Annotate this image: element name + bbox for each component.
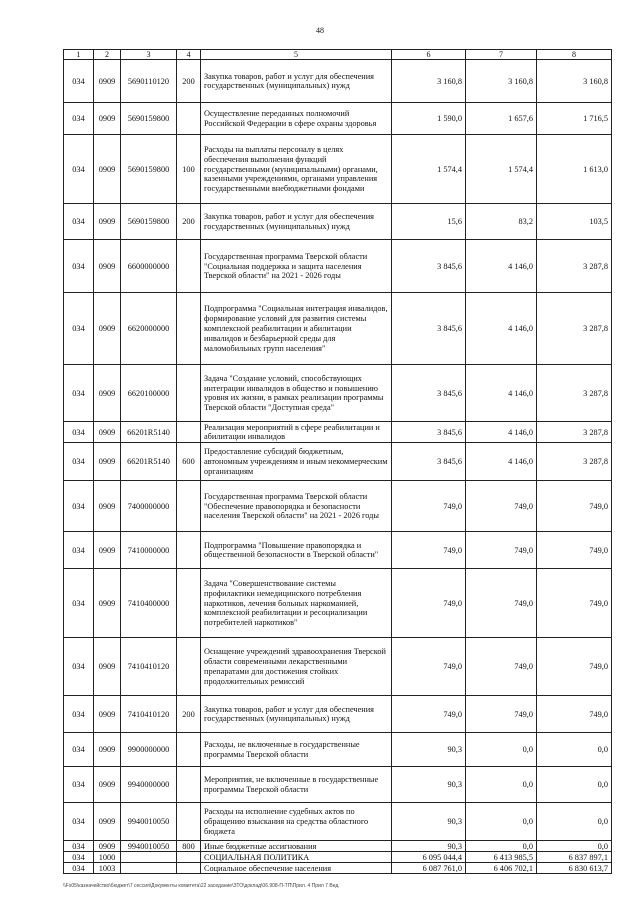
cell-amount-col7: 749,0 [466,696,537,733]
cell-section-code: 0909 [94,204,121,240]
cell-expense-type [177,481,201,532]
cell-target-article: 7410410120 [121,696,177,733]
cell-amount-col8: 1 613,0 [537,135,612,204]
cell-description: Социальное обеспечение населения [201,863,392,874]
cell-amount-col8: 103,5 [537,204,612,240]
page-number: 48 [316,26,324,35]
cell-amount-col6: 15,6 [392,204,466,240]
cell-target-article: 9940010050 [121,803,177,841]
cell-section-code: 0909 [94,841,121,852]
cell-department-code: 034 [64,696,94,733]
cell-amount-col8: 0,0 [537,767,612,803]
cell-amount-col8: 3 287,8 [537,240,612,293]
cell-department-code: 034 [64,103,94,135]
table-row [64,422,612,443]
cell-amount-col8: 1 716,5 [537,103,612,135]
cell-amount-col6: 90,3 [392,803,466,841]
table-row [64,204,612,240]
cell-amount-col6: 749,0 [392,638,466,696]
cell-amount-col6: 3 845,6 [392,365,466,422]
cell-amount-col7: 749,0 [466,569,537,638]
cell-expense-type [177,103,201,135]
cell-description: Закупка товаров, работ и услуг для обеспечения государственных (муниципальных) нужд [201,696,392,733]
cell-amount-col7: 1 574,4 [466,135,537,204]
cell-department-code: 034 [64,240,94,293]
cell-amount-col8: 749,0 [537,696,612,733]
cell-target-article: 9940010050 [121,841,177,852]
cell-expense-type: 200 [177,60,201,103]
cell-amount-col6: 3 845,6 [392,422,466,443]
table-row [64,863,612,874]
table-header-row [64,50,612,60]
cell-amount-col8: 6 830 613,7 [537,863,612,874]
cell-department-code: 034 [64,803,94,841]
table-row [64,240,612,293]
column-header: 3 [121,50,177,60]
cell-target-article: 5690159800 [121,103,177,135]
cell-amount-col6: 749,0 [392,569,466,638]
cell-description: Мероприятия, не включенные в государственные программы Тверской области [201,767,392,803]
cell-target-article: 5690110120 [121,60,177,103]
cell-section-code: 0909 [94,532,121,569]
cell-department-code: 034 [64,481,94,532]
cell-target-article: 7410400000 [121,569,177,638]
cell-department-code: 034 [64,365,94,422]
cell-amount-col6: 90,3 [392,767,466,803]
cell-amount-col8: 0,0 [537,733,612,767]
cell-amount-col7: 4 146,0 [466,443,537,481]
column-header: 2 [94,50,121,60]
cell-amount-col7: 0,0 [466,733,537,767]
cell-section-code: 0909 [94,135,121,204]
cell-amount-col7: 4 146,0 [466,240,537,293]
cell-target-article: 6620100000 [121,365,177,422]
cell-amount-col8: 3 287,8 [537,293,612,365]
cell-amount-col8: 0,0 [537,841,612,852]
cell-expense-type [177,240,201,293]
cell-expense-type [177,569,201,638]
cell-target-article: 7400000000 [121,481,177,532]
cell-description: Подпрограмма "Повышение правопорядка и общественной безопасности в Тверской области" [201,532,392,569]
cell-target-article: 9900000000 [121,733,177,767]
table-row [64,569,612,638]
cell-section-code: 0909 [94,569,121,638]
cell-description: Закупка товаров, работ и услуг для обеспечения государственных (муниципальных) нужд [201,204,392,240]
cell-description: Подпрограмма "Социальная интеграция инвалидов, формирование условий для развития системы комплексной реабилитации и абилитации инвалидов и безбарьерной среды для маломобильных групп населения" [201,293,392,365]
cell-section-code: 0909 [94,422,121,443]
cell-amount-col6: 3 160,8 [392,60,466,103]
cell-description: Расходы на исполнение судебных актов по обращению взыскания на средства областного бюджета [201,803,392,841]
cell-department-code: 034 [64,569,94,638]
cell-target-article: 5690159800 [121,204,177,240]
cell-department-code: 034 [64,638,94,696]
cell-department-code: 034 [64,532,94,569]
cell-amount-col7: 0,0 [466,841,537,852]
cell-description: Закупка товаров, работ и услуг для обеспечения государственных (муниципальных) нужд [201,60,392,103]
cell-expense-type [177,803,201,841]
cell-description: Иные бюджетные ассигнования [201,841,392,852]
cell-description: Осуществление переданных полномочий Российской Федерации в сфере охраны здоровья [201,103,392,135]
cell-expense-type: 800 [177,841,201,852]
table-row [64,852,612,863]
cell-amount-col7: 3 160,8 [466,60,537,103]
cell-section-code: 1000 [94,852,121,863]
cell-department-code: 034 [64,863,94,874]
cell-target-article [121,863,177,874]
cell-target-article: 66201R5140 [121,422,177,443]
table-row [64,733,612,767]
column-header: 1 [64,50,94,60]
table-row [64,696,612,733]
cell-expense-type [177,422,201,443]
cell-section-code: 0909 [94,103,121,135]
cell-section-code: 0909 [94,60,121,103]
table-row [64,767,612,803]
cell-amount-col6: 90,3 [392,841,466,852]
cell-amount-col7: 749,0 [466,638,537,696]
cell-section-code: 0909 [94,638,121,696]
cell-target-article [121,852,177,863]
cell-amount-col7: 4 146,0 [466,365,537,422]
cell-amount-col8: 749,0 [537,481,612,532]
table-row [64,638,612,696]
cell-amount-col7: 0,0 [466,767,537,803]
cell-target-article: 7410410120 [121,638,177,696]
cell-expense-type [177,293,201,365]
cell-department-code: 034 [64,204,94,240]
cell-amount-col6: 1 574,4 [392,135,466,204]
cell-amount-col6: 3 845,6 [392,443,466,481]
cell-target-article: 7410000000 [121,532,177,569]
cell-description: Оснащение учреждений здравоохранения Тверской области современными лекарственными препаратами для достижения стойких продолжительных ремиссий [201,638,392,696]
cell-amount-col7: 83,2 [466,204,537,240]
cell-amount-col6: 3 845,6 [392,293,466,365]
cell-amount-col7: 0,0 [466,803,537,841]
cell-description: Задача "Создание условий, способствующих интеграции инвалидов в общество и повышению уровня их жизни, в рамках реализации программы Тверской области "Доступная среда" [201,365,392,422]
cell-amount-col8: 3 287,8 [537,365,612,422]
cell-amount-col8: 3 287,8 [537,443,612,481]
table-row [64,481,612,532]
cell-section-code: 0909 [94,767,121,803]
cell-section-code: 0909 [94,293,121,365]
cell-amount-col6: 749,0 [392,532,466,569]
cell-amount-col7: 6 406 702,1 [466,863,537,874]
cell-amount-col7: 749,0 [466,532,537,569]
cell-expense-type: 100 [177,135,201,204]
column-header: 8 [537,50,612,60]
cell-section-code: 0909 [94,443,121,481]
column-header: 4 [177,50,201,60]
table-row [64,841,612,852]
cell-amount-col6: 749,0 [392,481,466,532]
footer-file-path: \\Fs05\казначейство\бюджет\7 сессия\Документы комитета\22 заседание\ЗТО\доклад\06.908-П-ТП\Прил. 4 Прил 7 Вед. [63,883,340,889]
cell-amount-col7: 749,0 [466,481,537,532]
cell-section-code: 0909 [94,365,121,422]
cell-department-code: 034 [64,841,94,852]
cell-department-code: 034 [64,135,94,204]
cell-description: Расходы, не включенные в государственные программы Тверской области [201,733,392,767]
column-header: 5 [201,50,392,60]
cell-amount-col8: 749,0 [537,638,612,696]
column-header: 6 [392,50,466,60]
cell-target-article: 9940000000 [121,767,177,803]
cell-department-code: 034 [64,443,94,481]
cell-amount-col7: 4 146,0 [466,293,537,365]
cell-expense-type: 600 [177,443,201,481]
cell-department-code: 034 [64,767,94,803]
cell-expense-type: 200 [177,696,201,733]
table-row [64,103,612,135]
cell-amount-col8: 3 160,8 [537,60,612,103]
cell-amount-col6: 749,0 [392,696,466,733]
cell-section-code: 0909 [94,481,121,532]
cell-expense-type [177,767,201,803]
cell-amount-col7: 6 413 985,5 [466,852,537,863]
cell-section-code: 0909 [94,803,121,841]
cell-amount-col8: 0,0 [537,803,612,841]
cell-expense-type [177,863,201,874]
cell-amount-col6: 90,3 [392,733,466,767]
cell-description: СОЦИАЛЬНАЯ ПОЛИТИКА [201,852,392,863]
cell-amount-col8: 6 837 897,1 [537,852,612,863]
cell-expense-type [177,733,201,767]
cell-amount-col6: 3 845,6 [392,240,466,293]
cell-expense-type [177,365,201,422]
table-row [64,532,612,569]
cell-amount-col6: 6 095 044,4 [392,852,466,863]
cell-department-code: 034 [64,60,94,103]
cell-section-code: 0909 [94,696,121,733]
cell-expense-type [177,532,201,569]
cell-amount-col7: 1 657,6 [466,103,537,135]
table-row [64,293,612,365]
table-row [64,803,612,841]
cell-expense-type [177,852,201,863]
cell-amount-col7: 4 146,0 [466,422,537,443]
cell-description: Реализация мероприятий в сфере реабилитации и абилитации инвалидов [201,422,392,443]
cell-target-article: 6600000000 [121,240,177,293]
cell-expense-type [177,638,201,696]
table-row [64,365,612,422]
cell-description: Задача "Совершенствование системы профилактики немедицинского потребления наркотиков, лечения больных наркоманией, комплексной реабилитации и ресоциализации потребителей наркотиков" [201,569,392,638]
cell-amount-col8: 749,0 [537,569,612,638]
cell-department-code: 034 [64,852,94,863]
cell-target-article: 5690159800 [121,135,177,204]
cell-amount-col6: 1 590,0 [392,103,466,135]
cell-section-code: 0909 [94,733,121,767]
table-row [64,135,612,204]
cell-amount-col8: 3 287,8 [537,422,612,443]
cell-amount-col8: 749,0 [537,532,612,569]
cell-department-code: 034 [64,422,94,443]
cell-target-article: 66201R5140 [121,443,177,481]
budget-table [63,49,612,874]
cell-department-code: 034 [64,293,94,365]
cell-section-code: 1003 [94,863,121,874]
cell-section-code: 0909 [94,240,121,293]
cell-description: Расходы на выплаты персоналу в целях обеспечения выполнения функций государственными (муниципальными) органами, казенными учреждениями, органами управления государственными внебюджетными фондами [201,135,392,204]
table-row [64,443,612,481]
cell-amount-col6: 6 087 761,0 [392,863,466,874]
cell-description: Предоставление субсидий бюджетным, автономным учреждениям и иным некоммерческим организациям [201,443,392,481]
cell-department-code: 034 [64,733,94,767]
cell-description: Государственная программа Тверской области "Обеспечение правопорядка и безопасности населения Тверской области" на 2021 - 2026 годы [201,481,392,532]
cell-description: Государственная программа Тверской области "Социальная поддержка и защита населения Тверской области" на 2021 - 2026 годы [201,240,392,293]
cell-target-article: 6620000000 [121,293,177,365]
table-row [64,60,612,103]
column-header: 7 [466,50,537,60]
cell-expense-type: 200 [177,204,201,240]
